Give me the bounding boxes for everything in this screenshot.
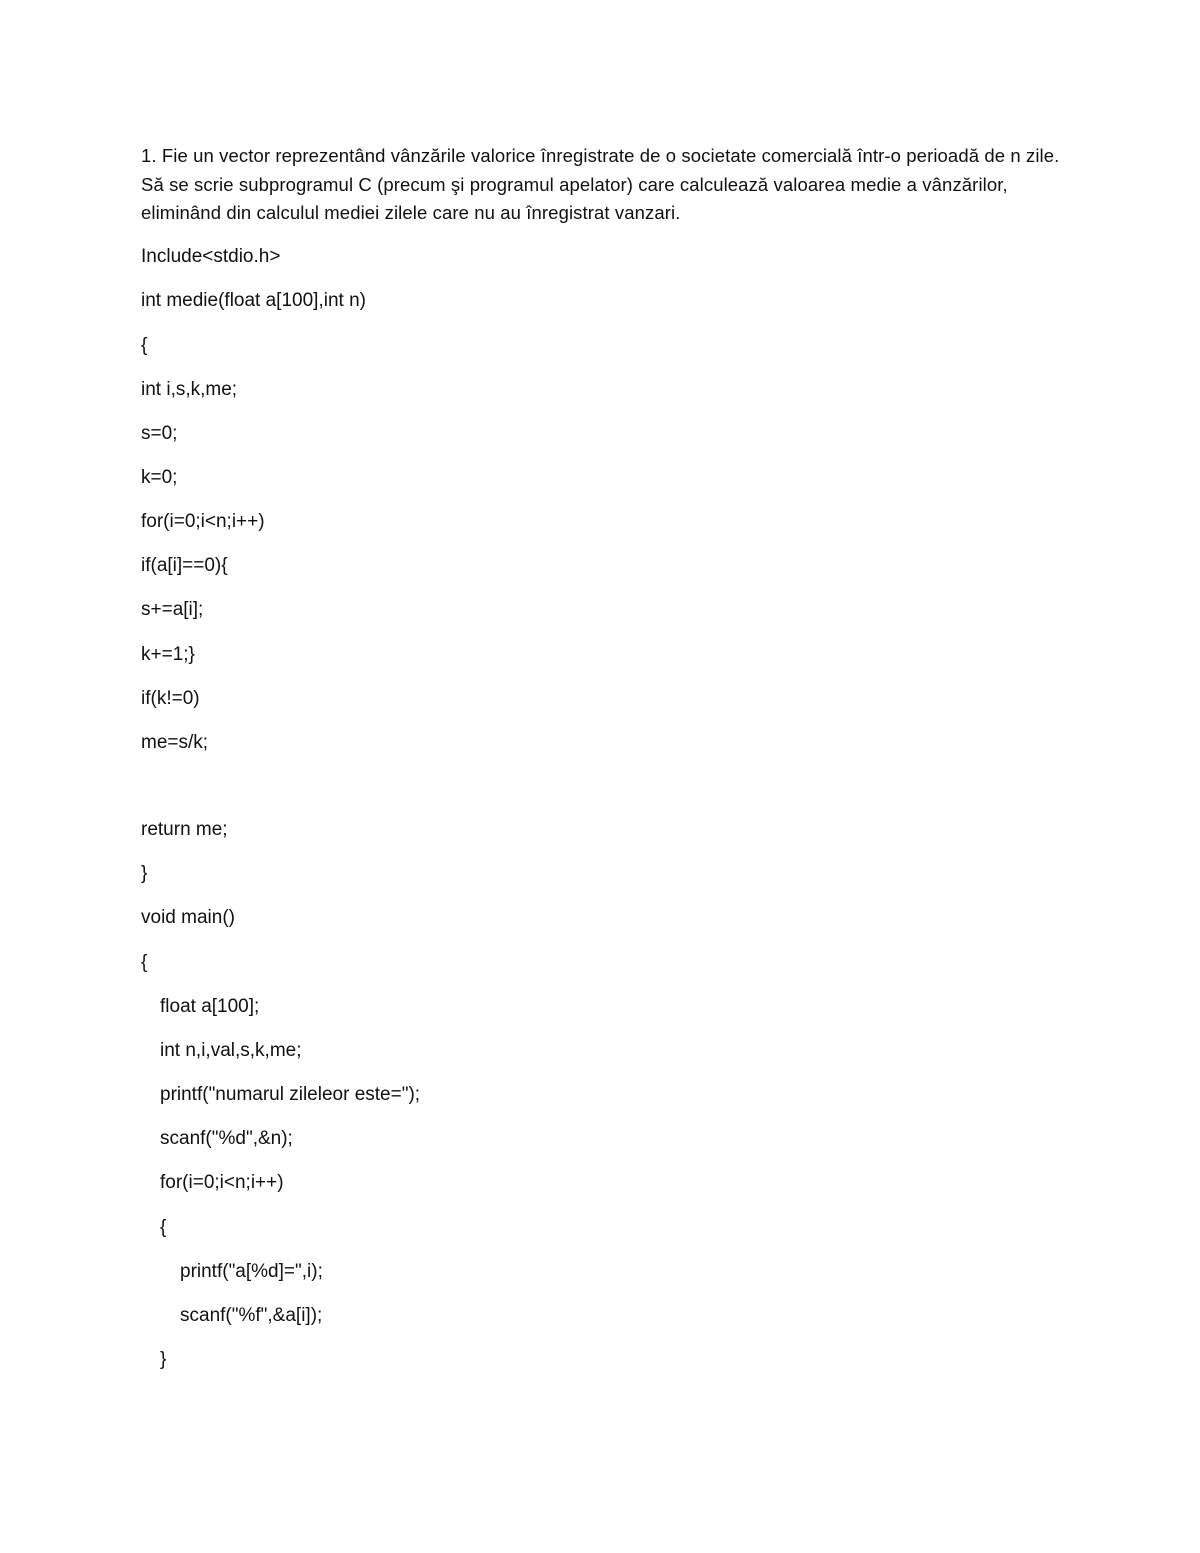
code-line: { — [160, 1217, 167, 1238]
code-line: me=s/k; — [141, 732, 209, 753]
code-line: } — [141, 863, 148, 884]
code-line: scanf("%f",&a[i]); — [180, 1305, 323, 1326]
code-line: return me; — [141, 819, 228, 840]
problem-statement: 1. Fie un vector reprezentând vânzările valorice înregistrate de o societate comercială într-o perioadă de n zile. Să se scrie subprogramul C (precum şi programul apelator) care calculează valoarea medie a vânzărilor, eliminând din calculul mediei zilele care nu au înregistrat vanzari. — [141, 145, 1060, 223]
code-line: scanf("%d",&n); — [160, 1128, 293, 1149]
code-line: int i,s,k,me; — [141, 379, 238, 400]
code-line: } — [160, 1349, 167, 1370]
code-line: if(a[i]==0){ — [141, 555, 228, 576]
code-line: float a[100]; — [160, 996, 260, 1017]
code-line: void main() — [141, 907, 235, 928]
code-line: { — [141, 335, 148, 356]
code-line: s=0; — [141, 423, 178, 444]
code-line: for(i=0;i<n;i++) — [160, 1172, 284, 1193]
code-line: for(i=0;i<n;i++) — [141, 511, 265, 532]
code-line: int n,i,val,s,k,me; — [160, 1040, 302, 1061]
code-line: Include<stdio.h> — [141, 246, 281, 267]
code-line: k+=1;} — [141, 644, 195, 665]
code-line: int medie(float a[100],int n) — [141, 290, 366, 311]
code-line: if(k!=0) — [141, 688, 200, 709]
code-line: k=0; — [141, 467, 178, 488]
code-line: { — [141, 952, 148, 973]
code-line: s+=a[i]; — [141, 599, 204, 620]
code-line: printf("numarul zileleor este="); — [160, 1084, 421, 1105]
code-line: printf("a[%d]=",i); — [180, 1261, 323, 1282]
